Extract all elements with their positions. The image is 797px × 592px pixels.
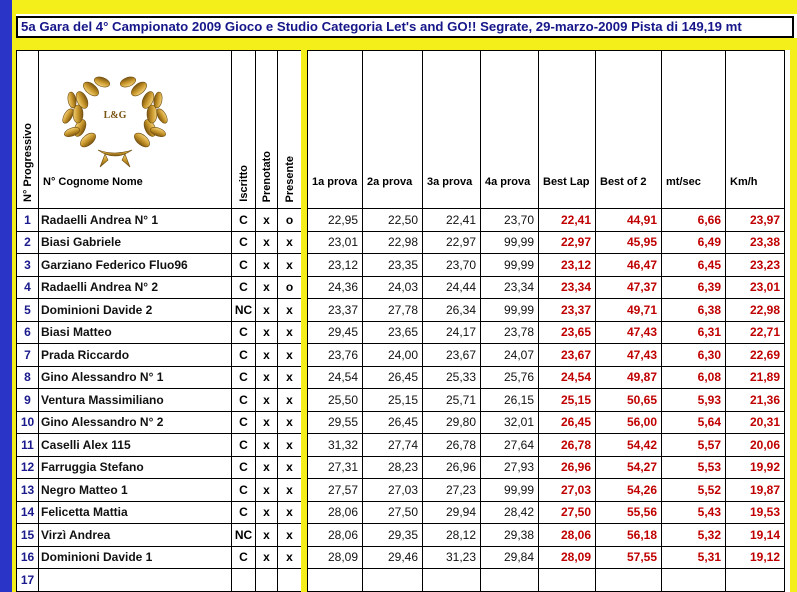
cell-best-lap[interactable]: 27,50 [539, 501, 596, 524]
header-best-lap-label: Best Lap [543, 176, 590, 188]
cell-best-lap[interactable]: 28,06 [539, 524, 596, 547]
cell-best-of-2[interactable]: 50,65 [596, 389, 662, 412]
cell-best-lap[interactable]: 23,37 [539, 299, 596, 322]
cell-number[interactable]: 13 [17, 479, 39, 502]
cell-p3[interactable]: 29,94 [423, 501, 481, 524]
cell-number[interactable]: 4 [17, 276, 39, 299]
cell-mt-sec[interactable]: 5,31 [662, 546, 726, 569]
header-best-lap[interactable] [539, 51, 596, 209]
cell-iscritto[interactable]: C [232, 344, 256, 367]
cell-mt-sec[interactable]: 6,31 [662, 321, 726, 344]
header-presente[interactable] [278, 51, 302, 209]
header-progressivo[interactable] [17, 51, 39, 209]
cell-iscritto[interactable]: C [232, 389, 256, 412]
cell-p4[interactable]: 29,84 [481, 546, 539, 569]
cell-kmh[interactable]: 22,71 [726, 321, 785, 344]
cell-p4[interactable]: 27,93 [481, 456, 539, 479]
cell-iscritto[interactable]: C [232, 456, 256, 479]
cell-p1[interactable]: 24,54 [308, 366, 363, 389]
cell-best-of-2[interactable]: 45,95 [596, 231, 662, 254]
cell-iscritto[interactable] [232, 569, 256, 592]
cell-p4[interactable]: 23,34 [481, 276, 539, 299]
cell-p1[interactable]: 27,57 [308, 479, 363, 502]
header-progressivo-label: N° Progressivo [21, 123, 34, 202]
table-row [17, 209, 785, 232]
cell-name[interactable]: Garziano Federico Fluo96 [39, 254, 232, 277]
laurel-wreath-logo [50, 70, 180, 170]
top-yellow-band [16, 0, 797, 14]
cell-best-lap[interactable] [539, 569, 596, 592]
cell-name[interactable]: Negro Matteo 1 [39, 479, 232, 502]
header-p3[interactable] [423, 51, 481, 209]
cell-prenotato[interactable]: x [256, 366, 278, 389]
cell-p3[interactable]: 26,34 [423, 299, 481, 322]
header-mt-sec-label: mt/sec [666, 176, 701, 188]
cell-p4[interactable]: 99,99 [481, 231, 539, 254]
cell-p1[interactable]: 28,06 [308, 501, 363, 524]
cell-mt-sec[interactable]: 5,53 [662, 456, 726, 479]
cell-p3[interactable]: 26,96 [423, 456, 481, 479]
cell-iscritto[interactable]: C [232, 501, 256, 524]
table-row [17, 344, 785, 367]
cell-name[interactable]: Radaelli Andrea N° 2 [39, 276, 232, 299]
header-iscritto[interactable] [232, 51, 256, 209]
header-p1[interactable] [308, 51, 363, 209]
cell-iscritto[interactable]: C [232, 546, 256, 569]
cell-p3[interactable]: 27,23 [423, 479, 481, 502]
cell-presente[interactable] [278, 569, 302, 592]
cell-mt-sec[interactable]: 6,08 [662, 366, 726, 389]
cell-iscritto[interactable]: C [232, 479, 256, 502]
yellow-separator [16, 38, 797, 50]
table-row [17, 276, 785, 299]
header-p2[interactable] [363, 51, 423, 209]
cell-presente[interactable]: x [278, 411, 302, 434]
cell-best-lap[interactable]: 26,45 [539, 411, 596, 434]
cell-mt-sec[interactable]: 5,57 [662, 434, 726, 457]
cell-name[interactable]: Gino Alessandro N° 2 [39, 411, 232, 434]
cell-presente[interactable]: x [278, 434, 302, 457]
cell-name[interactable]: Ventura Massimiliano [39, 389, 232, 412]
cell-p1[interactable]: 22,95 [308, 209, 363, 232]
cell-best-of-2[interactable]: 49,71 [596, 299, 662, 322]
cell-p2[interactable]: 25,15 [363, 389, 423, 412]
cell-p1[interactable]: 23,37 [308, 299, 363, 322]
logo-text: L&G [103, 110, 127, 121]
cell-p4[interactable]: 29,38 [481, 524, 539, 547]
cell-presente[interactable]: x [278, 366, 302, 389]
cell-best-lap[interactable]: 26,78 [539, 434, 596, 457]
cell-p2[interactable]: 24,00 [363, 344, 423, 367]
header-p1-label: 1a prova [312, 176, 358, 188]
cell-number[interactable]: 12 [17, 456, 39, 479]
cell-prenotato[interactable]: x [256, 479, 278, 502]
cell-iscritto[interactable]: NC [232, 299, 256, 322]
cell-kmh[interactable]: 19,87 [726, 479, 785, 502]
cell-p4[interactable]: 26,15 [481, 389, 539, 412]
cell-kmh[interactable]: 23,38 [726, 231, 785, 254]
cell-presente[interactable]: x [278, 389, 302, 412]
cell-number[interactable]: 6 [17, 321, 39, 344]
cell-p3[interactable]: 22,97 [423, 231, 481, 254]
cell-kmh[interactable]: 23,23 [726, 254, 785, 277]
cell-best-of-2[interactable]: 47,43 [596, 321, 662, 344]
cell-number[interactable]: 7 [17, 344, 39, 367]
cell-number[interactable]: 9 [17, 389, 39, 412]
cell-best-of-2[interactable]: 54,42 [596, 434, 662, 457]
cell-mt-sec[interactable]: 6,45 [662, 254, 726, 277]
cell-p4[interactable] [481, 569, 539, 592]
header-iscritto-label: Iscritto [237, 165, 250, 202]
cell-p3[interactable]: 25,71 [423, 389, 481, 412]
cell-number[interactable]: 15 [17, 524, 39, 547]
cell-iscritto[interactable]: C [232, 321, 256, 344]
cell-p2[interactable]: 26,45 [363, 411, 423, 434]
cell-p3[interactable]: 26,78 [423, 434, 481, 457]
cell-p2[interactable]: 29,35 [363, 524, 423, 547]
cell-prenotato[interactable]: x [256, 546, 278, 569]
cell-p4[interactable]: 28,42 [481, 501, 539, 524]
header-prenotato-label: Prenotato [260, 150, 273, 202]
cell-p3[interactable]: 24,44 [423, 276, 481, 299]
cell-best-of-2[interactable]: 47,37 [596, 276, 662, 299]
cell-best-of-2[interactable]: 57,55 [596, 546, 662, 569]
cell-iscritto[interactable]: C [232, 254, 256, 277]
cell-best-of-2[interactable]: 56,00 [596, 411, 662, 434]
header-best-of-2-label: Best of 2 [600, 176, 647, 188]
cell-best-lap[interactable]: 28,09 [539, 546, 596, 569]
cell-number[interactable]: 10 [17, 411, 39, 434]
cell-name[interactable] [39, 569, 232, 592]
cell-best-of-2[interactable]: 49,87 [596, 366, 662, 389]
cell-p2[interactable]: 22,98 [363, 231, 423, 254]
cell-best-lap[interactable]: 23,67 [539, 344, 596, 367]
table-row [17, 411, 785, 434]
cell-p1[interactable]: 23,01 [308, 231, 363, 254]
cell-kmh[interactable]: 19,53 [726, 501, 785, 524]
cell-p4[interactable]: 23,70 [481, 209, 539, 232]
cell-kmh[interactable] [726, 569, 785, 592]
cell-mt-sec[interactable]: 5,93 [662, 389, 726, 412]
cell-prenotato[interactable]: x [256, 456, 278, 479]
header-p4[interactable] [481, 51, 539, 209]
cell-name[interactable]: Felicetta Mattia [39, 501, 232, 524]
cell-best-of-2[interactable]: 55,56 [596, 501, 662, 524]
cell-number[interactable]: 11 [17, 434, 39, 457]
cell-presente[interactable]: x [278, 344, 302, 367]
race-title: 5a Gara del 4° Campionato 2009 Gioco e Studio Categoria Let's and GO!! Segrate, 29-marzo-2009 Pista di 149,19 mt [16, 16, 794, 38]
table-row [17, 366, 785, 389]
cell-p2[interactable]: 27,74 [363, 434, 423, 457]
cell-p4[interactable]: 27,64 [481, 434, 539, 457]
cell-p3[interactable]: 23,67 [423, 344, 481, 367]
cell-p4[interactable]: 23,78 [481, 321, 539, 344]
cell-name[interactable]: Biasi Matteo [39, 321, 232, 344]
cell-presente[interactable]: o [278, 209, 302, 232]
cell-iscritto[interactable]: C [232, 276, 256, 299]
cell-prenotato[interactable]: x [256, 524, 278, 547]
cell-prenotato[interactable]: x [256, 209, 278, 232]
cell-best-of-2[interactable]: 56,18 [596, 524, 662, 547]
cell-presente[interactable]: x [278, 456, 302, 479]
cell-mt-sec[interactable] [662, 569, 726, 592]
cell-p3[interactable] [423, 569, 481, 592]
cell-p2[interactable]: 29,46 [363, 546, 423, 569]
cell-presente[interactable]: x [278, 524, 302, 547]
table-row [17, 254, 785, 277]
header-mt-sec[interactable] [662, 51, 726, 209]
table-row [17, 569, 785, 592]
cell-best-of-2[interactable] [596, 569, 662, 592]
middle-yellow-band [301, 50, 307, 592]
cell-name[interactable]: Caselli Alex 115 [39, 434, 232, 457]
cell-name[interactable]: Radaelli Andrea N° 1 [39, 209, 232, 232]
cell-prenotato[interactable]: x [256, 411, 278, 434]
cell-presente[interactable]: o [278, 276, 302, 299]
cell-presente[interactable]: x [278, 479, 302, 502]
cell-iscritto[interactable]: C [232, 411, 256, 434]
cell-kmh[interactable]: 22,69 [726, 344, 785, 367]
cell-number[interactable]: 2 [17, 231, 39, 254]
cell-name[interactable]: Farruggia Stefano [39, 456, 232, 479]
cell-prenotato[interactable]: x [256, 321, 278, 344]
cell-p1[interactable]: 28,09 [308, 546, 363, 569]
cell-best-lap[interactable]: 25,15 [539, 389, 596, 412]
cell-p3[interactable]: 25,33 [423, 366, 481, 389]
table-row [17, 524, 785, 547]
cell-prenotato[interactable] [256, 569, 278, 592]
cell-p2[interactable]: 27,50 [363, 501, 423, 524]
cell-number[interactable]: 14 [17, 501, 39, 524]
cell-prenotato[interactable]: x [256, 276, 278, 299]
cell-number[interactable]: 3 [17, 254, 39, 277]
cell-name[interactable]: Virzì Andrea [39, 524, 232, 547]
cell-p1[interactable]: 25,50 [308, 389, 363, 412]
cell-kmh[interactable]: 21,36 [726, 389, 785, 412]
header-name-label: N° Cognome Nome [43, 176, 143, 188]
cell-best-lap[interactable]: 23,12 [539, 254, 596, 277]
cell-p1[interactable]: 23,76 [308, 344, 363, 367]
cell-mt-sec[interactable]: 5,64 [662, 411, 726, 434]
cell-p2[interactable]: 22,50 [363, 209, 423, 232]
cell-prenotato[interactable]: x [256, 501, 278, 524]
cell-p3[interactable]: 23,70 [423, 254, 481, 277]
cell-prenotato[interactable]: x [256, 344, 278, 367]
cell-p4[interactable]: 99,99 [481, 299, 539, 322]
cell-p1[interactable]: 31,32 [308, 434, 363, 457]
cell-mt-sec[interactable]: 5,32 [662, 524, 726, 547]
cell-best-of-2[interactable]: 44,91 [596, 209, 662, 232]
cell-name[interactable]: Prada Riccardo [39, 344, 232, 367]
cell-p1[interactable]: 23,12 [308, 254, 363, 277]
cell-name[interactable]: Dominioni Davide 2 [39, 299, 232, 322]
cell-p1[interactable]: 28,06 [308, 524, 363, 547]
cell-best-lap[interactable]: 24,54 [539, 366, 596, 389]
cell-number[interactable]: 8 [17, 366, 39, 389]
cell-number[interactable]: 17 [17, 569, 39, 592]
cell-p2[interactable]: 27,03 [363, 479, 423, 502]
table-row [17, 456, 785, 479]
cell-kmh[interactable]: 19,14 [726, 524, 785, 547]
cell-p1[interactable]: 29,55 [308, 411, 363, 434]
header-prenotato[interactable] [256, 51, 278, 209]
header-presente-label: Presente [283, 155, 296, 202]
header-p4-label: 4a prova [485, 176, 531, 188]
right-yellow-band [790, 50, 797, 592]
cell-p2[interactable]: 23,35 [363, 254, 423, 277]
table-row [17, 434, 785, 457]
cell-best-lap[interactable]: 26,96 [539, 456, 596, 479]
cell-p3[interactable]: 29,80 [423, 411, 481, 434]
cell-p3[interactable]: 24,17 [423, 321, 481, 344]
cell-presente[interactable]: x [278, 299, 302, 322]
cell-kmh[interactable]: 19,92 [726, 456, 785, 479]
cell-p2[interactable]: 24,03 [363, 276, 423, 299]
cell-number[interactable]: 1 [17, 209, 39, 232]
cell-presente[interactable]: x [278, 231, 302, 254]
cell-p1[interactable]: 27,31 [308, 456, 363, 479]
cell-p4[interactable]: 25,76 [481, 366, 539, 389]
cell-p2[interactable]: 26,45 [363, 366, 423, 389]
cell-p3[interactable]: 31,23 [423, 546, 481, 569]
cell-mt-sec[interactable]: 6,39 [662, 276, 726, 299]
header-kmh-label: Km/h [730, 176, 758, 188]
cell-kmh[interactable]: 22,98 [726, 299, 785, 322]
cell-prenotato[interactable]: x [256, 434, 278, 457]
cell-best-lap[interactable]: 23,34 [539, 276, 596, 299]
cell-p3[interactable]: 22,41 [423, 209, 481, 232]
cell-prenotato[interactable]: x [256, 389, 278, 412]
cell-best-lap[interactable]: 22,41 [539, 209, 596, 232]
cell-kmh[interactable]: 19,12 [726, 546, 785, 569]
cell-p2[interactable] [363, 569, 423, 592]
cell-p2[interactable]: 28,23 [363, 456, 423, 479]
table-row [17, 501, 785, 524]
left-edge-bar [0, 0, 12, 592]
cell-p1[interactable]: 24,36 [308, 276, 363, 299]
cell-kmh[interactable]: 23,97 [726, 209, 785, 232]
cell-kmh[interactable]: 23,01 [726, 276, 785, 299]
cell-prenotato[interactable]: x [256, 231, 278, 254]
table-row [17, 321, 785, 344]
cell-p1[interactable] [308, 569, 363, 592]
cell-iscritto[interactable]: C [232, 209, 256, 232]
cell-p4[interactable]: 99,99 [481, 479, 539, 502]
cell-p4[interactable]: 24,07 [481, 344, 539, 367]
cell-iscritto[interactable]: NC [232, 524, 256, 547]
cell-kmh[interactable]: 21,89 [726, 366, 785, 389]
cell-p4[interactable]: 99,99 [481, 254, 539, 277]
cell-best-of-2[interactable]: 54,27 [596, 456, 662, 479]
cell-mt-sec[interactable]: 5,43 [662, 501, 726, 524]
cell-kmh[interactable]: 20,31 [726, 411, 785, 434]
cell-p2[interactable]: 23,65 [363, 321, 423, 344]
cell-mt-sec[interactable]: 6,38 [662, 299, 726, 322]
cell-p3[interactable]: 28,12 [423, 524, 481, 547]
table-row [17, 389, 785, 412]
cell-name[interactable]: Dominioni Davide 1 [39, 546, 232, 569]
cell-mt-sec[interactable]: 6,30 [662, 344, 726, 367]
cell-mt-sec[interactable]: 6,49 [662, 231, 726, 254]
cell-best-lap[interactable]: 22,97 [539, 231, 596, 254]
cell-best-lap[interactable]: 23,65 [539, 321, 596, 344]
cell-p4[interactable]: 32,01 [481, 411, 539, 434]
table-row [17, 231, 785, 254]
cell-kmh[interactable]: 20,06 [726, 434, 785, 457]
header-p3-label: 3a prova [427, 176, 473, 188]
cell-name[interactable]: Gino Alessandro N° 1 [39, 366, 232, 389]
cell-best-of-2[interactable]: 47,43 [596, 344, 662, 367]
cell-name[interactable]: Biasi Gabriele [39, 231, 232, 254]
cell-best-of-2[interactable]: 46,47 [596, 254, 662, 277]
cell-iscritto[interactable]: C [232, 366, 256, 389]
table-row [17, 546, 785, 569]
cell-best-lap[interactable]: 27,03 [539, 479, 596, 502]
cell-iscritto[interactable]: C [232, 434, 256, 457]
cell-prenotato[interactable]: x [256, 254, 278, 277]
cell-presente[interactable]: x [278, 546, 302, 569]
header-kmh[interactable] [726, 51, 785, 209]
cell-presente[interactable]: x [278, 254, 302, 277]
table-row [17, 299, 785, 322]
header-best-of-2[interactable] [596, 51, 662, 209]
cell-mt-sec[interactable]: 5,52 [662, 479, 726, 502]
cell-mt-sec[interactable]: 6,66 [662, 209, 726, 232]
cell-number[interactable]: 16 [17, 546, 39, 569]
cell-p2[interactable]: 27,78 [363, 299, 423, 322]
cell-presente[interactable]: x [278, 321, 302, 344]
cell-number[interactable]: 5 [17, 299, 39, 322]
cell-iscritto[interactable]: C [232, 231, 256, 254]
cell-p1[interactable]: 29,45 [308, 321, 363, 344]
header-p2-label: 2a prova [367, 176, 413, 188]
cell-presente[interactable]: x [278, 501, 302, 524]
cell-best-of-2[interactable]: 54,26 [596, 479, 662, 502]
cell-prenotato[interactable]: x [256, 299, 278, 322]
table-row [17, 479, 785, 502]
